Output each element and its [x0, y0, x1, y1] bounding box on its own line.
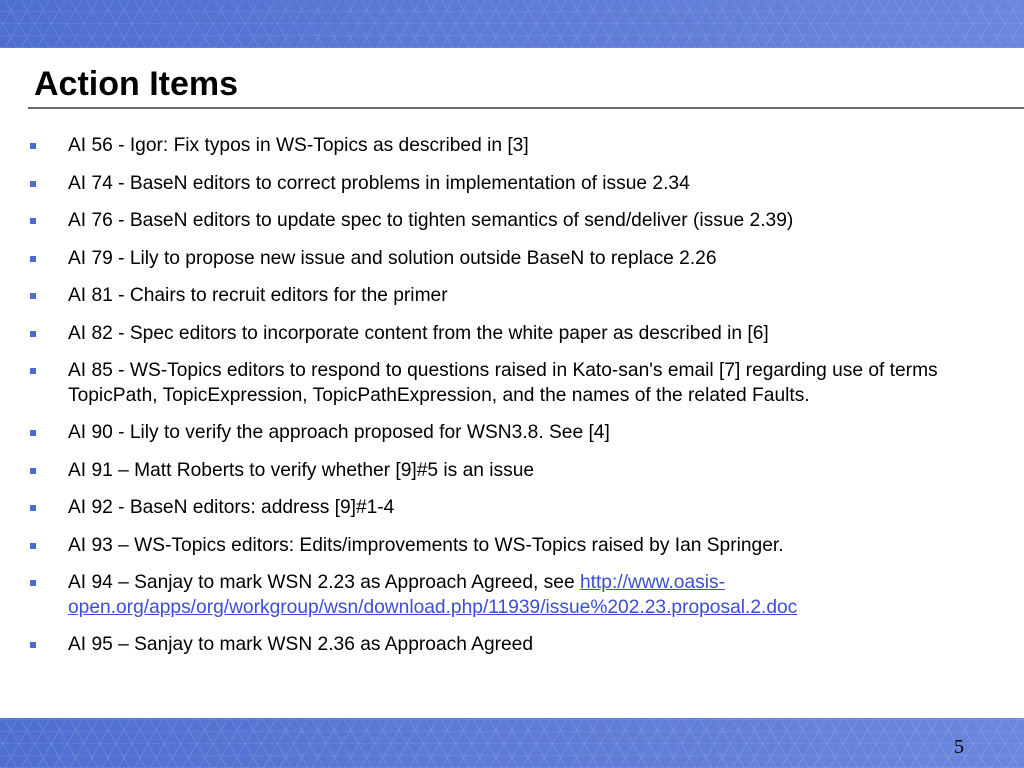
square-bullet-icon: [30, 468, 36, 474]
item-text: AI 93 – WS-Topics editors: Edits/improvements to WS-Topics raised by Ian Springer.: [68, 534, 784, 556]
square-bullet-icon: [30, 181, 36, 187]
list-item: [30, 209, 990, 234]
list-item: [30, 247, 990, 272]
square-bullet-icon: [30, 143, 36, 149]
item-text: AI 90 - Lily to verify the approach proposed for WSN3.8. See [4]: [68, 422, 610, 443]
action-items-list: [30, 134, 990, 671]
item-text: AI 56 - Igor: Fix typos in WS-Topics as described in [3]: [68, 135, 529, 156]
list-item: [30, 633, 990, 658]
footer-band: [0, 718, 1024, 768]
title-divider: [28, 107, 1024, 109]
square-bullet-icon: [30, 218, 36, 224]
list-item: [30, 172, 990, 197]
square-bullet-icon: [30, 580, 36, 586]
square-bullet-icon: [30, 430, 36, 436]
list-item: [30, 134, 990, 159]
item-text: AI 81 - Chairs to recruit editors for the primer: [68, 285, 448, 306]
page-number: 5: [954, 736, 964, 758]
list-item: [30, 421, 990, 446]
item-text: AI 92 - BaseN editors: address [9]#1-4: [68, 497, 395, 518]
list-item: [30, 322, 990, 347]
list-item: [30, 459, 990, 484]
item-text: AI 94 – Sanjay to mark WSN 2.23 as Approach Agreed, see: [68, 572, 580, 593]
square-bullet-icon: [30, 331, 36, 337]
square-bullet-icon: [30, 368, 36, 374]
square-bullet-icon: [30, 543, 36, 549]
list-item: [30, 284, 990, 309]
item-text: AI 91 – Matt Roberts to verify whether [9]#5 is an issue: [68, 459, 535, 481]
item-text: AI 74 - BaseN editors to correct problems in implementation of issue 2.34: [68, 172, 690, 194]
item-text: AI 95 – Sanjay to mark WSN 2.36 as Approach Agreed: [68, 634, 534, 655]
square-bullet-icon: [30, 293, 36, 299]
header-band: [0, 0, 1024, 48]
item-text: AI 79 - Lily to propose new issue and solution outside BaseN to replace 2.26: [68, 247, 717, 269]
square-bullet-icon: [30, 256, 36, 262]
proposal-doc-link[interactable]: http://www.oasis-open.org/apps/org/workgroup/wsn/download.php/11939/issue%202.23.proposal.2.doc: [68, 572, 798, 618]
item-text: AI 76 - BaseN editors to update spec to tighten semantics of send/deliver (issue 2.39): [68, 210, 794, 231]
list-item: [30, 534, 990, 559]
square-bullet-icon: [30, 505, 36, 511]
list-item: [30, 571, 990, 620]
slide-title: Action Items: [34, 65, 239, 103]
item-text: AI 82 - Spec editors to incorporate content from the white paper as described in [6]: [68, 322, 769, 344]
square-bullet-icon: [30, 642, 36, 648]
list-item: [30, 359, 990, 408]
item-text: AI 85 - WS-Topics editors to respond to questions raised in Kato-san's email [7] regarding use of terms TopicPath, TopicExpression, TopicPathExpression, and the names of the related Faults.: [68, 360, 938, 406]
list-item: [30, 496, 990, 521]
